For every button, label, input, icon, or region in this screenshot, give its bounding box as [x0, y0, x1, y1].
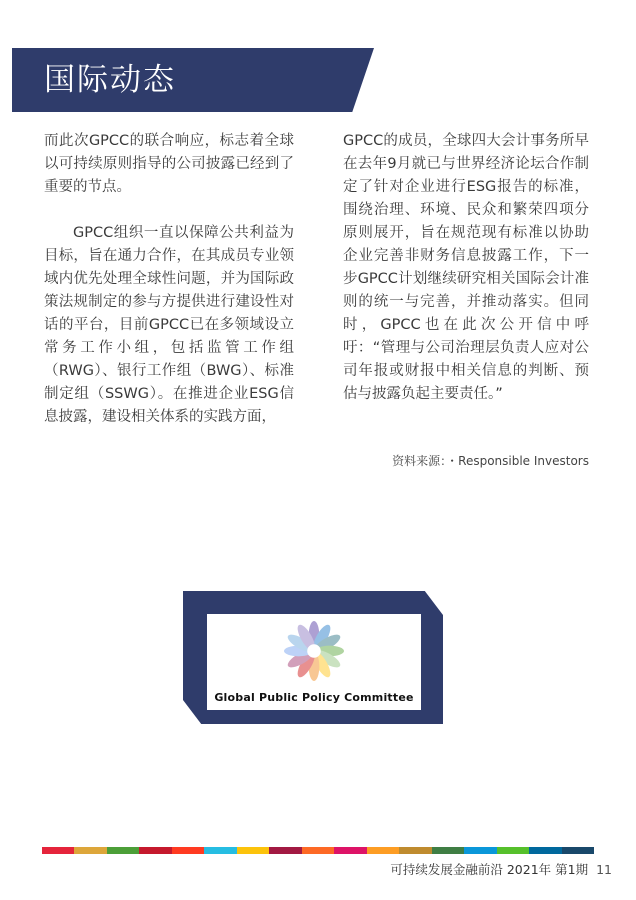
left-paragraph-1: 而此次GPCC的联合响应，标志着全球以可持续原则指导的公司披露已经到了重要的节点。 — [44, 133, 294, 195]
footer — [390, 860, 612, 878]
color-stripe-segment — [432, 847, 464, 854]
flower-logo-icon — [283, 620, 345, 682]
color-stripe-segment — [74, 847, 106, 854]
color-stripe-segment — [139, 847, 171, 854]
page-number: 11 — [596, 862, 612, 877]
color-stripe-segment — [464, 847, 496, 854]
logo-text: Global Public Policy Committee — [214, 691, 414, 704]
color-stripe-segment — [334, 847, 366, 854]
color-stripe-segment — [237, 847, 269, 854]
left-column — [44, 130, 294, 429]
right-column — [343, 130, 589, 406]
color-stripe-segment — [42, 847, 74, 854]
color-stripe-segment — [497, 847, 529, 854]
logo-card — [207, 614, 421, 710]
color-stripe-segment — [399, 847, 431, 854]
color-stripe-segment — [302, 847, 334, 854]
color-stripe-segment — [367, 847, 399, 854]
color-stripe-segment — [172, 847, 204, 854]
color-stripe — [42, 847, 594, 854]
color-stripe-segment — [204, 847, 236, 854]
source-citation: 资料来源：・Responsible Investors — [392, 454, 589, 468]
color-stripe-segment — [269, 847, 301, 854]
section-title: 国际动态 — [44, 62, 176, 98]
right-paragraph-1: GPCC的成员，全球四大会计事务所早在去年9月就已与世界经济论坛合作制定了针对企业进行ESG报告的标准，围绕治理、环境、民众和繁荣四项分原则展开，旨在规范现有标准以协助企业完善非财务信息披露工作，下一步GPCC计划继续研究相关国际会计准则的统一与完善，并推动落实。但同时，GPCC也在此次公开信中呼吁：“管理与公司治理层负责人应对公司年报或财报中相关信息的判断、预估与披露负起主要责任。” — [343, 133, 589, 402]
left-paragraph-2: GPCC组织一直以保障公共利益为目标，旨在通力合作，在其成员专业领域内优先处理全球性问题，并为国际政策法规制定的参与方提供进行建设性对话的平台，目前GPCC已在多领域设立常务工作小组，包括监管工作组（RWG）、银行工作组（BWG）、标准制定组（SSWG）。在推进企业ESG信息披露，建设相关体系的实践方面， — [44, 225, 294, 425]
color-stripe-segment — [107, 847, 139, 854]
color-stripe-segment — [562, 847, 594, 854]
publication-name: 可持续发展金融前沿 2021年 第1期 — [390, 862, 589, 877]
color-stripe-segment — [529, 847, 561, 854]
